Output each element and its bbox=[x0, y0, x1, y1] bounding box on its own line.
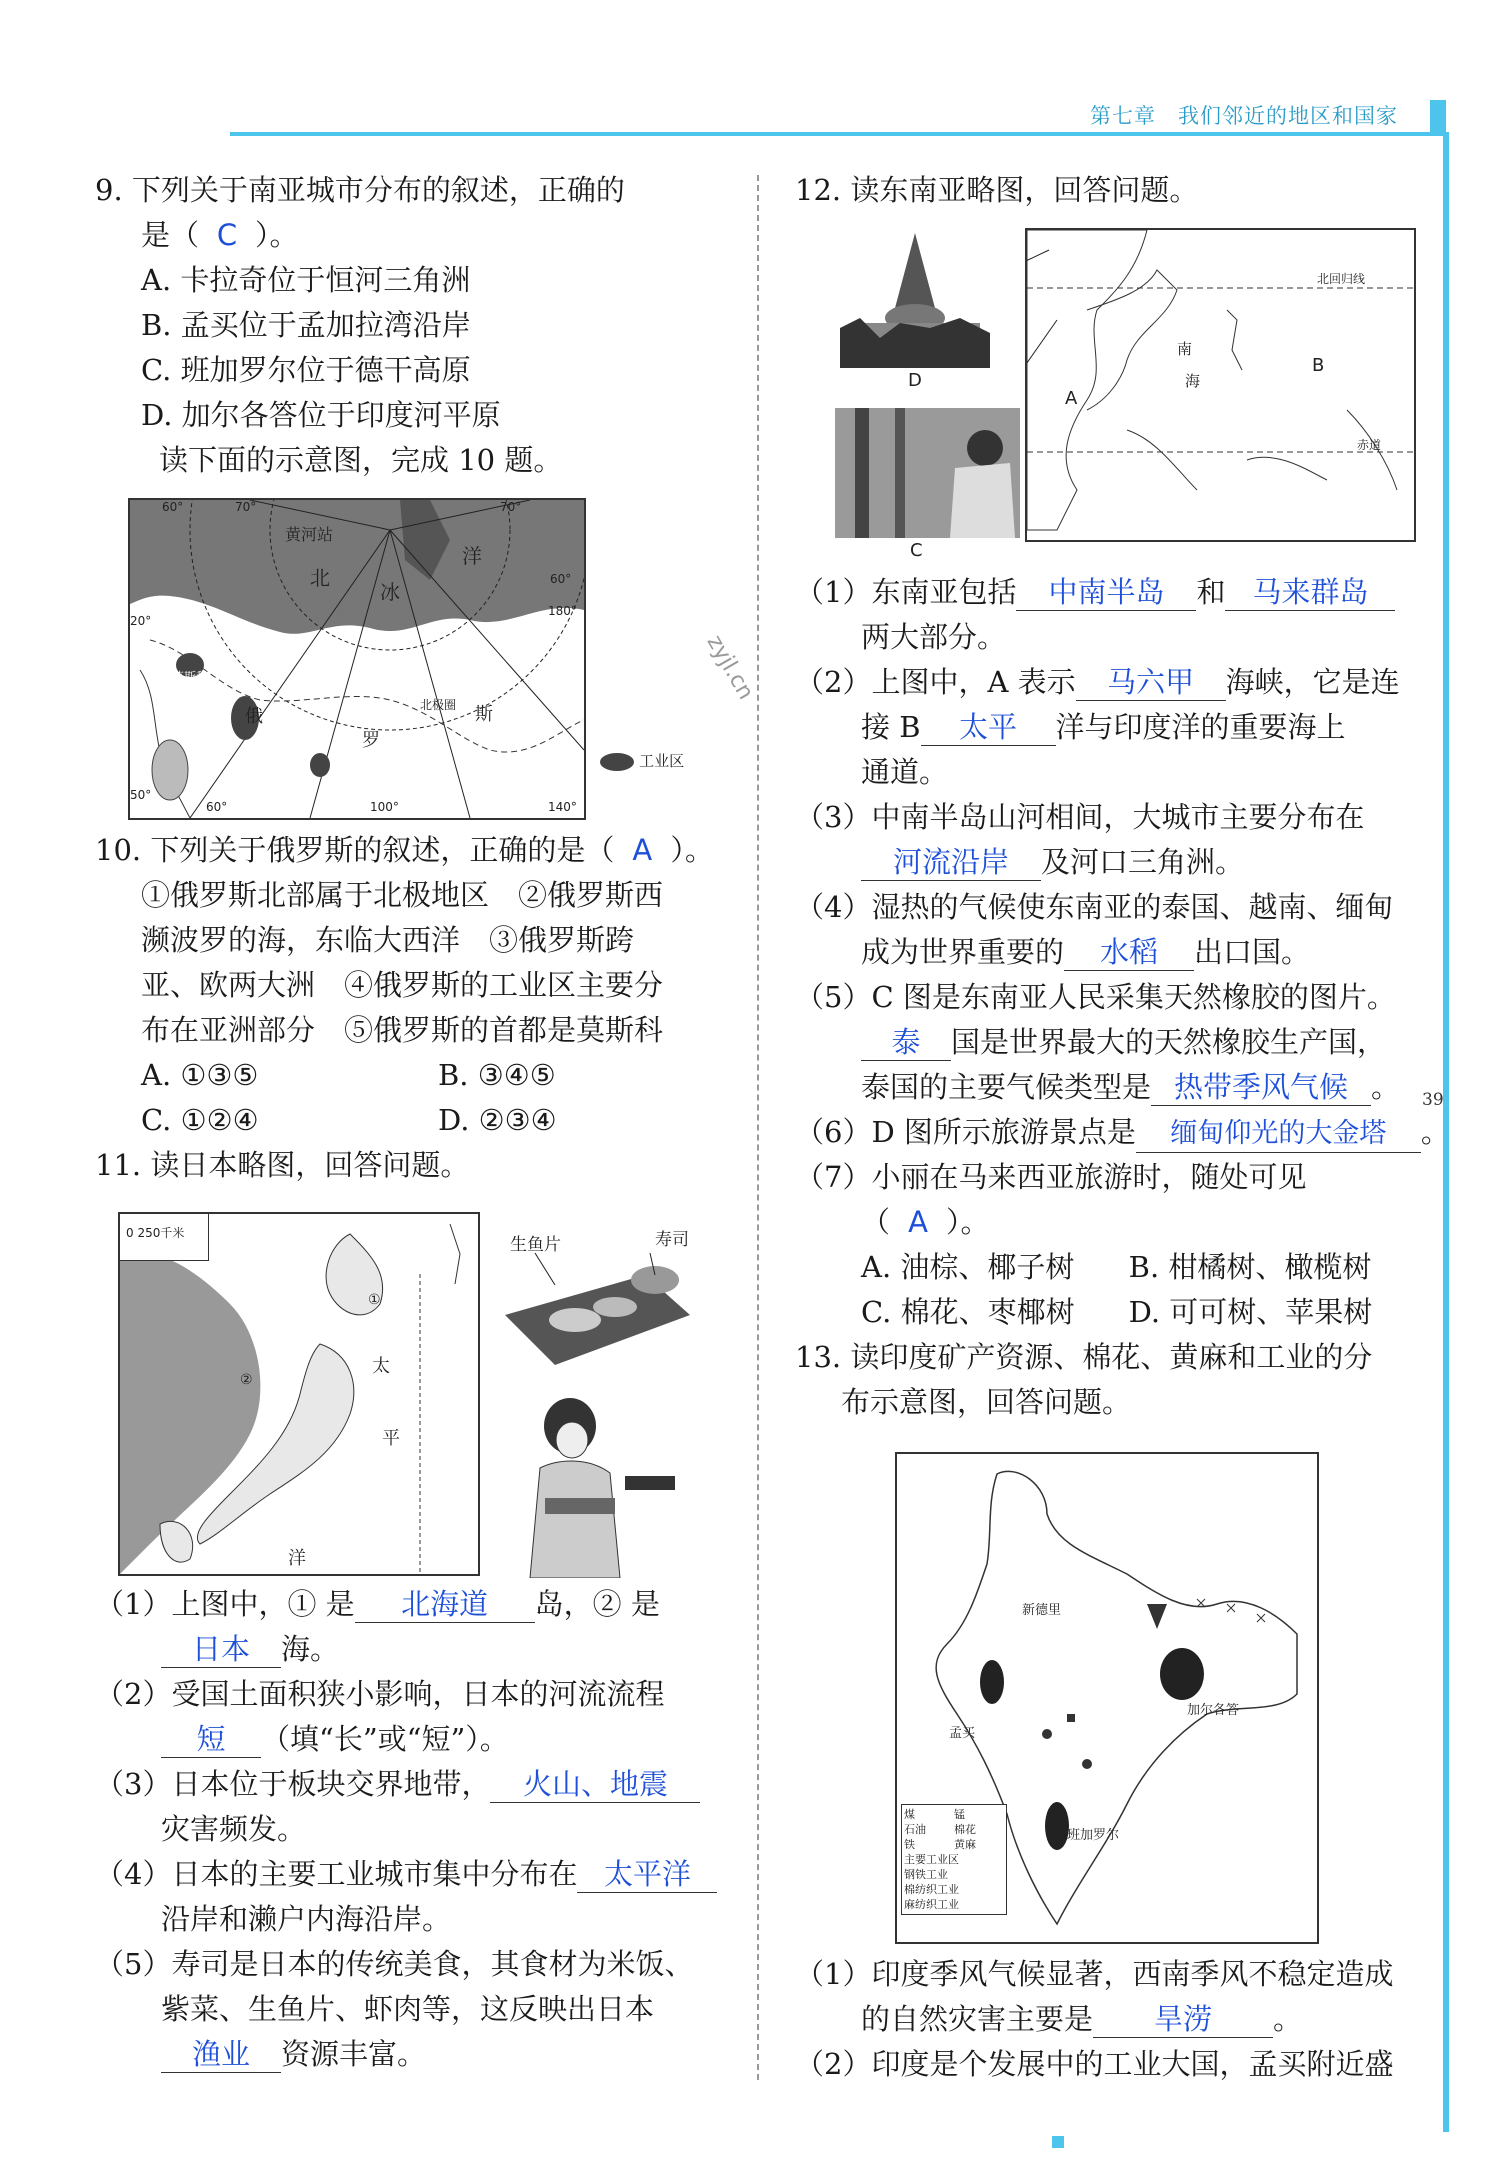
legend-steel: 钢铁工业 bbox=[904, 1868, 948, 1881]
q12-ans-river: 河流沿岸 bbox=[861, 844, 1041, 881]
header-tab bbox=[1430, 100, 1446, 136]
q11-part5-end: 渔业 资源丰富。 bbox=[95, 2032, 735, 2077]
q12-part6: （6）D 图所示旅游景点是 缅甸仰光的大金塔 。 bbox=[795, 1110, 1425, 1155]
label-C: C bbox=[910, 540, 923, 561]
q11-part4: （4）日本的主要工业城市集中分布在 太平洋 bbox=[95, 1852, 735, 1897]
q10-block bbox=[95, 828, 735, 1188]
q10-intro: 读下面的示意图，完成 10 题。 bbox=[159, 443, 563, 477]
q12-part5-cont: 泰 国是世界最大的天然橡胶生产国， bbox=[795, 1020, 1425, 1065]
q11-ans-sea: 日本 bbox=[161, 1631, 281, 1668]
q13-stem2: 布示意图，回答问题。 bbox=[841, 1385, 1132, 1419]
q13-part2: （2）印度是个发展中的工业大国，孟买附近盛 bbox=[795, 2047, 1394, 2081]
q13-ans-drought: 旱涝 bbox=[1093, 2001, 1273, 2038]
q11-part2-cont: 短 （填“长”或“短”）。 bbox=[95, 1717, 735, 1762]
label-bei: 北 bbox=[310, 566, 330, 590]
label-kolkata: 加尔各答 bbox=[1187, 1703, 1240, 1718]
japan-map bbox=[118, 1212, 480, 1576]
label-B: B bbox=[1312, 355, 1325, 376]
q12-options-cd bbox=[795, 1290, 1425, 1335]
q12-ans-rice: 水稻 bbox=[1064, 934, 1194, 971]
label-bing: 冰 bbox=[380, 580, 400, 604]
q11-ans-volcano: 火山、地震 bbox=[490, 1766, 700, 1803]
q9-answer: C bbox=[216, 218, 238, 252]
q10-line4: 布在亚洲部分 ⑤俄罗斯的首都是莫斯科 bbox=[141, 1013, 664, 1047]
tick-100: 100° bbox=[370, 800, 399, 814]
label-e: 俄 bbox=[245, 706, 263, 727]
column-divider bbox=[757, 175, 759, 2080]
q10-options-ab bbox=[95, 1053, 735, 1098]
label-moscow: 莫斯科 bbox=[172, 670, 209, 684]
q12-part5: （5）C 图是东南亚人民采集天然橡胶的图片。 bbox=[795, 980, 1396, 1014]
q12-part4-cont: 成为世界重要的 水稻 出口国。 bbox=[861, 935, 1311, 969]
q13-part1: （1）印度季风气候显著，西南季风不稳定造成 bbox=[795, 1957, 1394, 1991]
legend-oil: 石油 bbox=[904, 1823, 926, 1836]
label-si: 斯 bbox=[475, 704, 493, 725]
label-new-delhi: 新德里 bbox=[1022, 1603, 1062, 1618]
q12-stem: 12. 读东南亚略图，回答问题。 bbox=[795, 173, 1199, 207]
q12-part2: （2）上图中，A 表示 马六甲 海峡，它是连 bbox=[795, 665, 1400, 699]
sushi-photo bbox=[495, 1225, 695, 1375]
southeast-asia-map bbox=[1025, 228, 1416, 542]
q12-stem-block bbox=[795, 168, 1425, 213]
q11-ans-pacific: 太平洋 bbox=[577, 1856, 717, 1893]
japan-label-tai: 太 bbox=[372, 1356, 390, 1377]
q9-stem2: 是（ C ）。 bbox=[141, 218, 299, 252]
legend-industry-zone: 主要工业区 bbox=[904, 1853, 959, 1866]
q12-part1-cont: 两大部分。 bbox=[861, 620, 1007, 654]
legend-iron: 铁 bbox=[904, 1838, 915, 1851]
label-tropic: 北回归线 bbox=[1317, 272, 1366, 286]
q12-ans-malacca: 马六甲 bbox=[1076, 664, 1226, 701]
label-sushi: 寿司 bbox=[655, 1230, 689, 1250]
japan-label-ping: 平 bbox=[382, 1428, 400, 1449]
label-A: A bbox=[1065, 388, 1078, 409]
q10-option-d: D. ②③④ bbox=[438, 1103, 557, 1137]
label-yang: 洋 bbox=[462, 544, 482, 568]
q11-part5-cont: 紫菜、生鱼片、虾肉等，这反映出日本 bbox=[161, 1992, 655, 2026]
india-legend bbox=[901, 1804, 1007, 1915]
q10-option-a: A. ①③⑤ bbox=[141, 1058, 259, 1092]
q13-part1-cont: 的自然灾害主要是 旱涝 。 bbox=[861, 2002, 1303, 2036]
q12-ans-malay: 马来群岛 bbox=[1225, 574, 1395, 611]
q12-ans-thailand: 泰 bbox=[861, 1024, 951, 1061]
japan-label-yang: 洋 bbox=[288, 1548, 306, 1569]
pagoda-photo-D bbox=[840, 228, 990, 368]
q12-part3-cont: 河流沿岸 及河口三角洲。 bbox=[795, 840, 1425, 885]
legend-jute-textile: 麻纺织工业 bbox=[904, 1898, 959, 1911]
q12-ans-pacific: 太平 bbox=[921, 709, 1056, 746]
q12-part7-cont: （ A ）。 bbox=[861, 1205, 990, 1239]
legend-cotton-textile: 棉纺织工业 bbox=[904, 1883, 959, 1896]
tick-50: 50° bbox=[130, 788, 152, 802]
q9-option-b: B. 孟买位于孟加拉湾沿岸 bbox=[141, 308, 471, 342]
q12-part4: （4）湿热的气候使东南亚的泰国、越南、缅甸 bbox=[795, 890, 1394, 924]
label-luo: 罗 bbox=[362, 730, 380, 751]
japan-circle-2: ② bbox=[240, 1372, 253, 1388]
q12-part3: （3）中南半岛山河相间，大城市主要分布在 bbox=[795, 800, 1365, 834]
tick-20: 20° bbox=[130, 614, 152, 628]
q9-stem1: 9. 下列关于南亚城市分布的叙述，正确的 bbox=[95, 173, 625, 207]
q12-part2-cont: 接 B 太平 洋与印度洋的重要海上 bbox=[861, 710, 1346, 744]
label-sashimi: 生鱼片 bbox=[510, 1235, 561, 1255]
q10-stem: 10. 下列关于俄罗斯的叙述，正确的是（ A ）。 bbox=[95, 833, 714, 867]
q12-ans-pagoda: 缅甸仰光的大金塔 bbox=[1136, 1116, 1421, 1153]
q11-stem: 11. 读日本略图，回答问题。 bbox=[95, 1148, 470, 1182]
japan-scale: 0 250千米 bbox=[126, 1226, 185, 1240]
q11-ans-hokkaido: 北海道 bbox=[355, 1586, 535, 1623]
watermark: zyjl.cn bbox=[701, 631, 759, 704]
q11-part5: （5）寿司是日本的传统美食，其食材为米饭、 bbox=[95, 1947, 694, 1981]
q12-ans-indochina: 中南半岛 bbox=[1016, 574, 1196, 611]
q11-part3: （3）日本位于板块交界地带， 火山、地震 bbox=[95, 1762, 735, 1807]
q12-options-ab bbox=[795, 1245, 1425, 1290]
page-number: 39 bbox=[1422, 1090, 1444, 1110]
label-D: D bbox=[908, 370, 922, 391]
q11-parts bbox=[95, 1582, 735, 2077]
label-hai: 海 bbox=[1185, 372, 1201, 390]
q11-part3-cont: 灾害频发。 bbox=[161, 1812, 307, 1846]
russia-map bbox=[128, 498, 586, 820]
legend-cotton: 棉花 bbox=[954, 1823, 976, 1836]
bottom-marker bbox=[1052, 2136, 1064, 2148]
tick-140: 140° bbox=[548, 800, 577, 814]
label-equator: 赤道 bbox=[1357, 438, 1382, 452]
q11-part1-cont: 日本 海。 bbox=[95, 1627, 735, 1672]
q12-part5-end: 泰国的主要气候类型是 热带季风气候 。 bbox=[861, 1070, 1401, 1104]
q11-part4-cont: 沿岸和濑户内海沿岸。 bbox=[161, 1902, 452, 1936]
q12-option-c: C. 棉花、枣椰树 bbox=[861, 1295, 1075, 1329]
q12-option-b: B. 柑橘树、橄榄树 bbox=[1128, 1250, 1372, 1284]
q10-option-b: B. ③④⑤ bbox=[438, 1058, 556, 1092]
tick-lat60: 60° bbox=[550, 572, 572, 586]
q11-ans-short: 短 bbox=[161, 1721, 261, 1758]
q9-option-c: C. 班加罗尔位于德干高原 bbox=[141, 353, 471, 387]
japan-circle-1: ① bbox=[368, 1292, 381, 1308]
label-bangalore: 班加罗尔 bbox=[1067, 1828, 1120, 1843]
q9-option-d: D. 加尔各答位于印度河平原 bbox=[141, 398, 501, 432]
q10-options-cd bbox=[95, 1098, 735, 1143]
q9-option-a: A. 卡拉奇位于恒河三角洲 bbox=[141, 263, 471, 297]
q13-parts bbox=[795, 1952, 1425, 2087]
industry-legend bbox=[600, 750, 684, 771]
q10-line3: 亚、欧两大洲 ④俄罗斯的工业区主要分 bbox=[141, 968, 664, 1002]
q12-part7: （7）小丽在马来西亚旅游时，随处可见 bbox=[795, 1160, 1307, 1194]
tick-70: 70° bbox=[235, 500, 257, 514]
tick-180: 180° bbox=[548, 604, 577, 618]
q12-part2-end: 通道。 bbox=[861, 755, 949, 789]
q10-line1: ①俄罗斯北部属于北极地区 ②俄罗斯西 bbox=[141, 878, 664, 912]
q12-ans-palm: A bbox=[908, 1205, 928, 1239]
legend-coal: 煤 bbox=[904, 1808, 915, 1821]
kimono-photo bbox=[510, 1388, 690, 1578]
q11-part1: （1）上图中，① 是 北海道 岛，② 是 bbox=[95, 1587, 660, 1621]
legend-manganese: 锰 bbox=[954, 1808, 965, 1821]
q10-line2: 濒波罗的海，东临大西洋 ③俄罗斯跨 bbox=[141, 923, 635, 957]
india-map bbox=[895, 1452, 1319, 1944]
legend-industry: 工业区 bbox=[639, 752, 685, 770]
legend-jute: 黄麻 bbox=[954, 1838, 976, 1851]
q11-part2: （2）受国土面积狭小影响，日本的河流流程 bbox=[95, 1677, 665, 1711]
label-beiji: 北极圈 bbox=[420, 698, 457, 712]
q12-part1: （1）东南亚包括 中南半岛 和 马来群岛 bbox=[795, 570, 1425, 615]
q12-option-a: A. 油棕、椰子树 bbox=[861, 1250, 1075, 1284]
tick-70b: 70° bbox=[500, 500, 522, 514]
tick-60: 60° bbox=[162, 500, 184, 514]
label-mumbai: 孟买 bbox=[949, 1726, 976, 1741]
q10-option-c: C. ①②④ bbox=[141, 1103, 259, 1137]
q10-answer: A bbox=[632, 833, 653, 867]
q12-ans-monsoon: 热带季风气候 bbox=[1151, 1069, 1371, 1106]
q13-stem1: 13. 读印度矿产资源、棉花、黄麻和工业的分 bbox=[795, 1340, 1373, 1374]
label-huanghe: 黄河站 bbox=[285, 525, 334, 544]
q12-option-d: D. 可可树、苹果树 bbox=[1128, 1295, 1373, 1329]
chapter-header: 第七章 我们邻近的地区和国家 bbox=[1090, 104, 1398, 128]
left-column bbox=[95, 168, 725, 483]
rubber-photo-C bbox=[835, 408, 1020, 538]
label-nan: 南 bbox=[1177, 340, 1193, 358]
header-rule bbox=[230, 132, 1440, 136]
q11-ans-fishery: 渔业 bbox=[161, 2036, 281, 2073]
tick-60b: 60° bbox=[206, 800, 228, 814]
